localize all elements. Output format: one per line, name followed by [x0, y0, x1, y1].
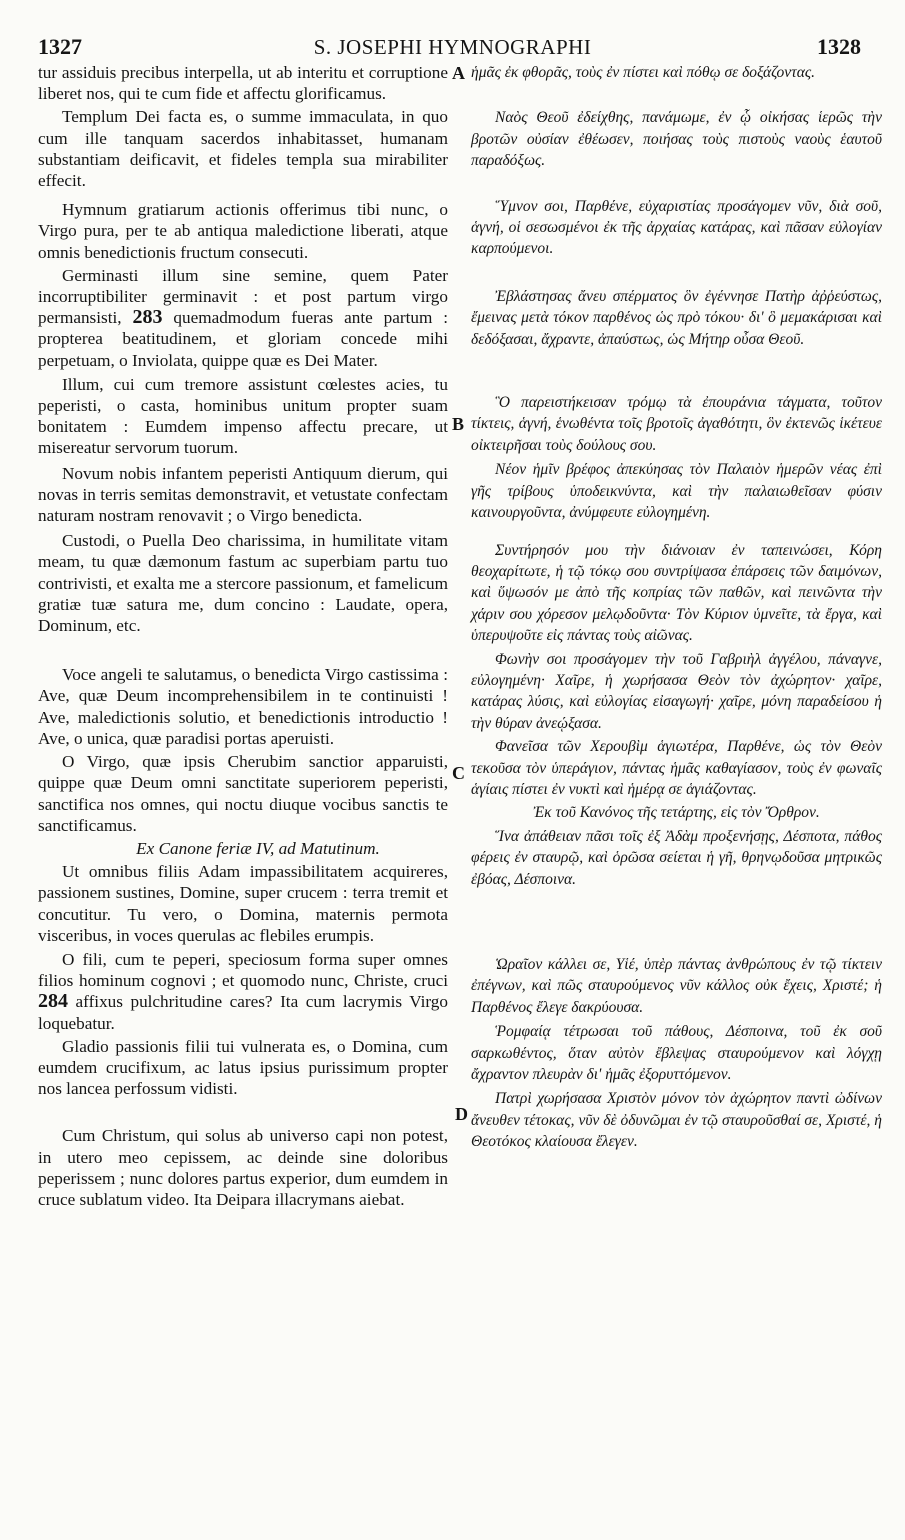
latin-paragraph: Gladio passionis filii tui vulnerata es, o Domina, cum eumdem crucifixum, ac latus ipsius purissimum propter nos lancea perfossum vidisti.: [38, 1036, 448, 1099]
running-title: S. JOSEPHI HYMNOGRAPHI: [313, 35, 592, 59]
latin-paragraph: [38, 265, 448, 371]
latin-text: quemadmodum fueras ante partum : propterea beatitudinem, et gloriam concede mihi perpetuam, o Inviolata, quippe quæ es Dei Mater.: [38, 308, 449, 370]
latin-paragraph: Illum, cui cum tremore assistunt cœlestes acies, tu peperisti, o casta, hominibus unitum propter suam bonitatem : Eumdem impenso affectu precare, ut misereatur servorum tuorum.: [38, 374, 448, 458]
greek-subheading: Ἐκ τοῦ Κανόνος τῆς τετάρτης, εἰς τὸν Ὄρθρον.: [533, 804, 820, 822]
latin-paragraph: Custodi, o Puella Deo charissima, in humilitate vitam meam, tu quæ dæmonum fastum ac superbiam partu tuo contrivisti, et exalta me a stercore passionum, et famelicum gratiæ tuæ satura me, dum concino : Laudate, opera, Dominum, etc.: [38, 531, 448, 636]
greek-paragraph: Νέον ἡμῖν βρέφος ἀπεκύησας τὸν Παλαιὸν ἡμερῶν νέας ἐπὶ γῆς τρίβους ὑποδεικνύντα, καὶ τὴν παλαιωθεῖσαν φύσιν καινουργοῦντα, ἀνύμφευτε εὐλογημένη.: [471, 461, 882, 522]
greek-paragraph: Ἵνα ἀπάθειαν πᾶσι τοῖς ἐξ Ἀδὰμ προξενήσῃς, Δέσποτα, πάθος φέρεις ἐν σταυρῷ, καὶ ὁρῶσα σείεται ἡ γῆ, θρηνῳδοῦσα μητρικῶς ἐβόας, Δέσποινα.: [471, 827, 882, 888]
page-number-left: 1327: [38, 34, 82, 59]
latin-text: affixus pulchritudine cares? Ita cum lacrymis Virgo loquebatur.: [38, 992, 448, 1033]
latin-paragraph: Voce angeli te salutamus, o benedicta Virgo castissima : Ave, quæ Deum incomprehensibilem in te continuisti ! Ave, maledictionis solutio, et benedictionis introductio ! Ave, o unica, quæ paradisi portas aperuisti.: [38, 665, 448, 748]
greek-paragraph: Ὃ παρειστήκεισαν τρόμῳ τὰ ἐπουράνια τάγματα, τοῦτον τίκτεις, ἁγνή, ἑνωθέντα τοῖς βροτοῖς ἀγαθότητι, ὃν ἐκτενῶς ἱκέτευε οἰκτειρῆσαι τοὺς δούλους σου.: [471, 394, 882, 454]
page-header: [0, 0, 905, 64]
margin-letter-a: A: [452, 63, 465, 83]
latin-paragraph: Novum nobis infantem peperisti Antiquum dierum, qui novas in terris semitas demonstravit, et vetustate confectam naturam nostram renovavit ; o Virgo benedicta.: [38, 463, 448, 526]
greek-paragraph: Πατρὶ χωρήσασα Χριστὸν μόνον τὸν ἀχώρητον παντὶ ὠδίνων ἄνευθεν τέτοκας, νῦν δὲ ὀδυνῶμαι ἐν τῷ σταυροῦσθαί σε, Χριστέ, ἡ Θεοτόκος κλαίουσα ἔλεγεν.: [471, 1090, 882, 1151]
latin-paragraph: [38, 949, 448, 1034]
greek-paragraph: Ὡραῖον κάλλει σε, Υἱέ, ὑπὲρ πάντας ἀνθρώπους ἐν τῷ τίκτειν ἐπέγνων, καὶ πῶς σταυρούμενος νῦν κάλλος οὐκ ἔχεις, Χριστέ; ἡ Παρθένος ἔλεγε δακρύουσα.: [471, 956, 882, 1016]
margin-letter-d: D: [455, 1104, 468, 1124]
column-number: 283: [132, 306, 163, 329]
latin-text: Germinasti illum sine semine, quem Pater incorruptibiliter germinavit : et post partum virgo permansisti,: [38, 265, 448, 328]
margin-letter-c: C: [452, 763, 465, 783]
greek-paragraph: Ναὸς Θεοῦ ἐδείχθης, πανάμωμε, ἐν ᾧ οἰκήσας ἱερῶς τὴν βροτῶν οὐσίαν ἐθέωσεν, ποιήσας τοὺς πιστοὺς ναοὺς ἑαυτοῦ παραδόξως.: [471, 109, 882, 170]
latin-paragraph: Hymnum gratiarum actionis offerimus tibi nunc, o Virgo pura, per te ab antiqua maledictione liberati, atque omnis benedictionis fructum consecuti.: [38, 200, 448, 262]
latin-paragraph: Templum Dei facta es, o summe immaculata, in quo cum ille tanquam sacerdos inhabitasset, humanam substantiam deificavit, et fideles templa sua mirabiliter effecit.: [38, 107, 448, 191]
latin-column: [38, 62, 448, 1210]
greek-paragraph: Ῥομφαίᾳ τέτρωσαι τοῦ πάθους, Δέσποινα, τοῦ ἐκ σοῦ σαρκωθέντος, ὅταν αὐτὸν ἔβλεψας σταυρούμενον καὶ λόγχῃ ἄχραντον πλευρὰν δι' ἡμᾶς ἐξορυττόμενον.: [471, 1023, 882, 1084]
latin-text: O fili, cum te peperi, speciosum forma super omnes filios hominum cognovi ; et quomodo nunc, Christe, cruci: [38, 949, 448, 991]
greek-paragraph: Ὕμνον σοι, Παρθένε, εὐχαριστίας προσάγομεν νῦν, διὰ σοῦ, ἁγνή, οἱ σεσωσμένοι ἐκ τῆς ἀρχαίας κατάρας, καὶ πᾶσαν εὐλογίαν καρπούμενοι.: [471, 197, 882, 258]
greek-paragraph: Συντήρησόν μου τὴν διάνοιαν ἐν ταπεινώσει, Κόρη θεοχαρίτωτε, ἡ τῷ τόκῳ σου συντρίψασα ἐπάρσεις τῶν δαιμόνων, καὶ ὕψωσόν με ἀπὸ τῆς κοπρίας τῶν παθῶν, καὶ πεινῶντα τὴν χάριν σου χόρεσον μελῳδοῦντα· Τὸν Κύριον ὑμνεῖτε, τὰ ἔργα, καὶ ὑπερυψοῦτε εἰς πάντας τοὺς αἰῶνας.: [471, 541, 882, 645]
latin-subheading: Ex Canone feriæ IV, ad Matutinum.: [136, 838, 380, 858]
margin-letter-b: B: [452, 414, 465, 434]
greek-paragraph: Ἐβλάστησας ἄνευ σπέρματος ὃν ἐγέννησε Πατὴρ ἀῤῥεύστως, ἔμεινας μετὰ τόκον παρθένος ὡς πρὸ τόκου· δι' ὃ μεμακάρισαι καὶ δεδόξασαι, ἄχραντε, ἀπαύστως, ὡς Μήτηρ οὖσα Θεοῦ.: [471, 287, 882, 348]
greek-paragraph: ἡμᾶς ἐκ φθορᾶς, τοὺς ἐν πίστει καὶ πόθῳ σε δοξάζοντας.: [471, 64, 816, 81]
greek-paragraph: Φωνὴν σοι προσάγομεν τὴν τοῦ Γαβριὴλ ἀγγέλου, πάναγνε, εὐλογημένη· Χαῖρε, ἡ χωρήσασα Θεὸν τὸν ἀχώρητον· χαῖρε, κατάρας λύσις, καὶ εὐλογίας εἰσαγωγή· χαῖρε, μόνη παραδείσου ἡ τὴν θύραν ἀνεῴξασα.: [471, 650, 882, 732]
latin-paragraph: O Virgo, quæ ipsis Cherubim sanctior apparuisti, quippe quæ Deum omni sanctitate superiorem peperisti, sanctifica nos omnes, qui noctu diuque vocibus sanctis te sanctificamus.: [38, 752, 448, 835]
greek-column: [471, 62, 882, 1153]
column-number: 284: [38, 990, 68, 1013]
latin-paragraph: Ut omnibus filiis Adam impassibilitatem acquireres, passionem sustines, Domine, super crucem : terra tremit et concutitur. Tu vero, o Domina, maternis permota visceribus, in voces querulas ac flebiles erumpis.: [38, 862, 448, 945]
page-number-right: 1328: [817, 34, 861, 59]
greek-paragraph: Φανεῖσα τῶν Χερουβὶμ ἁγιωτέρα, Παρθένε, ὡς τὸν Θεὸν τεκοῦσα τὸν ὑπεράγιον, πάντας ἡμᾶς καθαγίασον, τοὺς ἐν φωναῖς ἁγίαις πίστει ἐν νυκτὶ καὶ ἡμέρᾳ σε ἁγιάζοντας.: [471, 738, 882, 798]
latin-paragraph: tur assiduis precibus interpella, ut ab interitu et corruptione liberet nos, qui te cum fide et affectu glorificamus.: [38, 63, 448, 104]
latin-paragraph: Cum Christum, qui solus ab universo capi non potest, in utero meo cepissem, ac deinde sine doloribus peperissem ; nunc dolores partus experior, dum eumdem in cruce sublatum video. Ita Deipara illacrymans aiebat.: [38, 1126, 448, 1209]
